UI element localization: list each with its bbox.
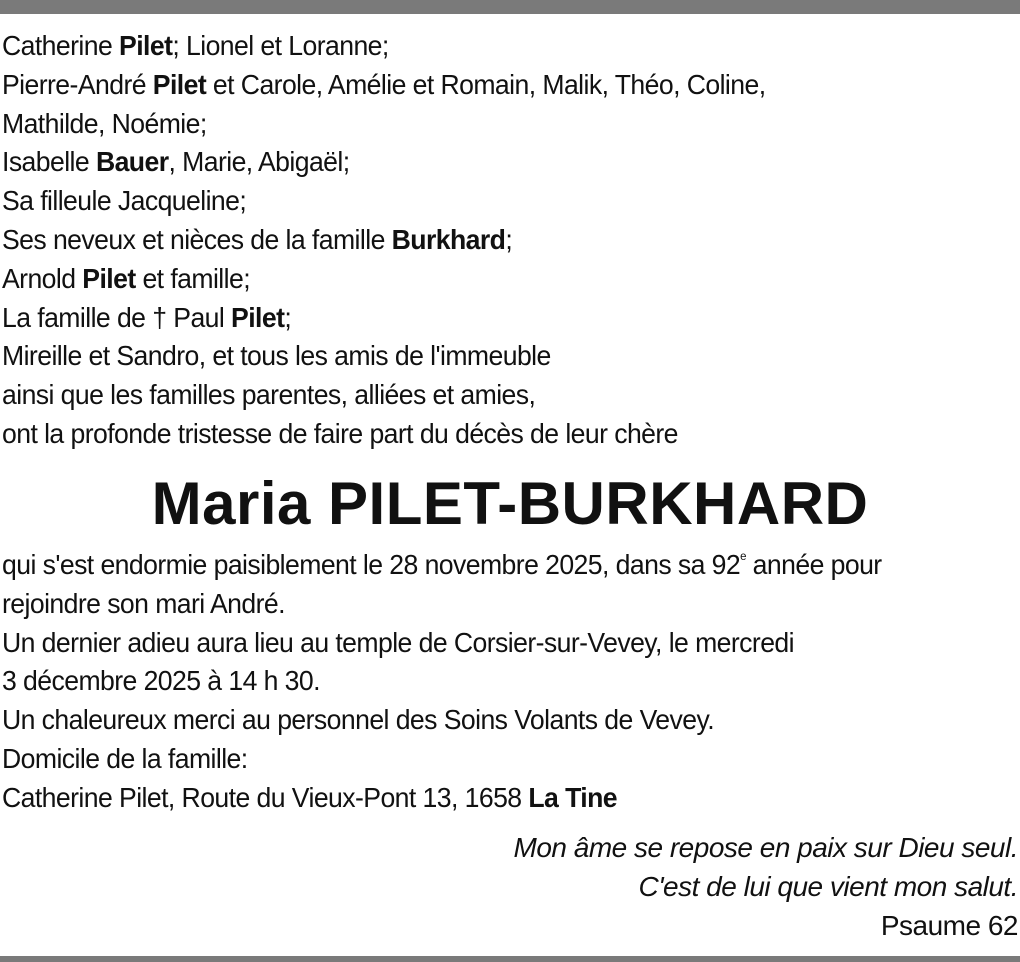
family-line: Mathilde, Noémie; <box>2 107 207 139</box>
death-line: qui s'est endormie paisiblement le 28 novembre 2025, dans sa 92e année pour <box>2 549 882 580</box>
family-line: Mireille et Sandro, et tous les amis de l'immeuble <box>2 340 551 372</box>
family-line: Pierre-André Pilet et Carole, Amélie et Romain, Malik, Théo, Coline, <box>2 68 766 100</box>
verse-line-1: Mon âme se repose en paix sur Dieu seul. <box>513 832 1018 863</box>
body-line: Domicile de la famille: <box>2 742 248 774</box>
body-line: Un dernier adieu aura lieu au temple de Corsier-sur-Vevey, le mercredi <box>2 626 794 658</box>
family-line: Catherine Pilet; Lionel et Loranne; <box>2 30 389 61</box>
family-line: ainsi que les familles parentes, alliées et amies, <box>2 379 536 411</box>
family-line: Isabelle Bauer, Marie, Abigaël; <box>2 146 350 178</box>
body-line: 3 décembre 2025 à 14 h 30. <box>2 665 320 697</box>
family-line: La famille de † Paul Pilet; <box>2 301 292 333</box>
address-line: Catherine Pilet, Route du Vieux-Pont 13, 1658 La Tine <box>2 781 617 813</box>
body-line: Un chaleureux merci au personnel des Soins Volants de Vevey. <box>2 704 715 736</box>
top-rule <box>0 0 1020 14</box>
deceased-name: Maria PILET-BURKHARD <box>151 470 869 537</box>
ordinal-suffix: e <box>740 549 746 563</box>
family-line: Sa filleule Jacqueline; <box>2 185 247 217</box>
family-line: ont la profonde tristesse de faire part du décès de leur chère <box>2 417 678 449</box>
family-line: Arnold Pilet et famille; <box>2 262 251 294</box>
body-line: rejoindre son mari André. <box>2 587 285 619</box>
verse-reference: Psaume 62 <box>880 910 1018 941</box>
family-line: Ses neveux et nièces de la famille Burkhard; <box>2 223 513 255</box>
verse-line-2: C'est de lui que vient mon salut. <box>638 871 1018 902</box>
announcement-body <box>2 546 1020 818</box>
bottom-rule <box>0 956 1020 962</box>
family-list <box>2 27 1020 454</box>
